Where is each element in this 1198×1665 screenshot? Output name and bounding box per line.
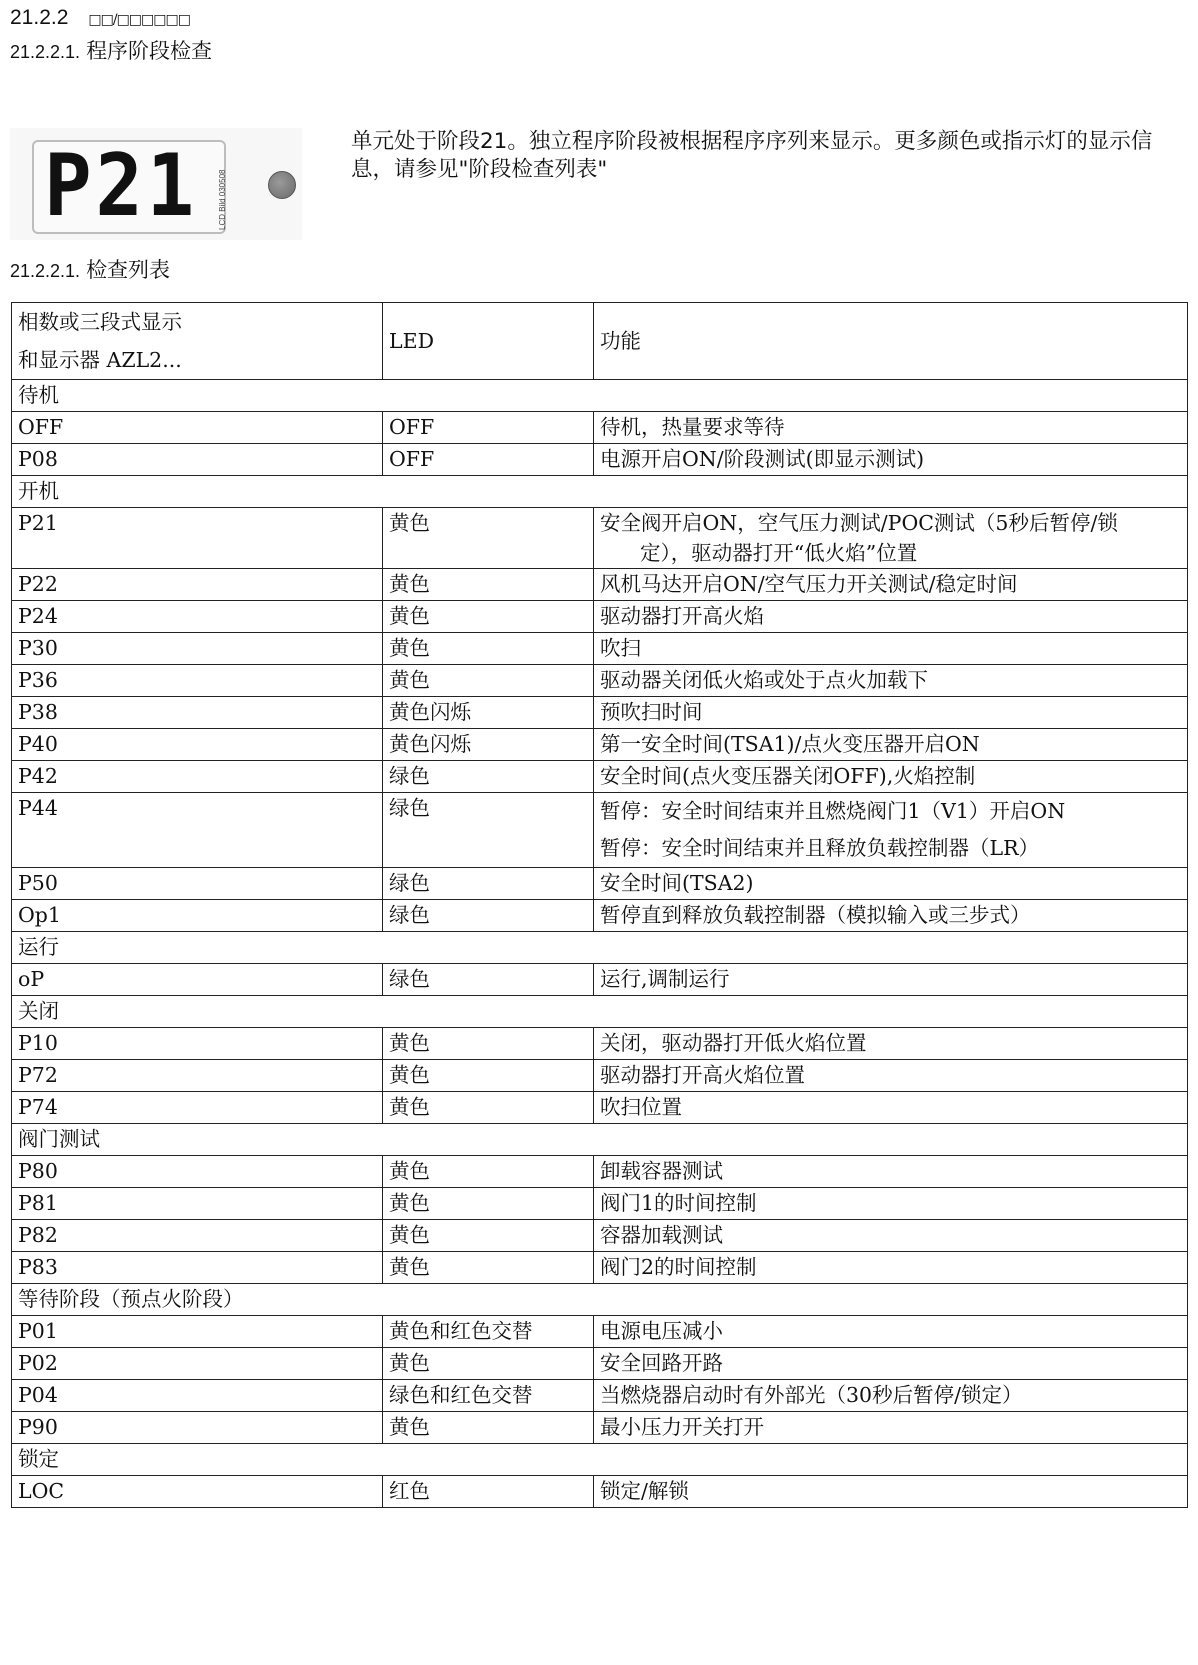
- phase-code: Op1: [12, 900, 383, 932]
- function-text: [594, 1316, 1188, 1348]
- function-text: [594, 1476, 1188, 1508]
- phase-code: P42: [12, 761, 383, 793]
- phase-code: P40: [12, 729, 383, 761]
- led-color: 黄色: [383, 1348, 594, 1380]
- phase-code: P90: [12, 1412, 383, 1444]
- group-label: 阀门测试: [12, 1124, 1188, 1156]
- phase-code: P01: [12, 1316, 383, 1348]
- led-color: 黄色: [383, 1028, 594, 1060]
- function-text: [594, 1156, 1188, 1188]
- function-text: [594, 601, 1188, 633]
- led-color: 黄色: [383, 1412, 594, 1444]
- led-color: 黄色: [383, 1156, 594, 1188]
- function-text: [594, 1060, 1188, 1092]
- function-text: [594, 868, 1188, 900]
- table-row: [12, 508, 1188, 569]
- table-group-row: [12, 996, 1188, 1028]
- led-color: 黄色: [383, 569, 594, 601]
- table-row: [12, 1220, 1188, 1252]
- table-row: [12, 1412, 1188, 1444]
- led-color: 黄色闪烁: [383, 697, 594, 729]
- led-color: 黄色: [383, 601, 594, 633]
- function-line: 暂停：安全时间结束并且燃烧阀门1（V1）开启ON: [600, 799, 1066, 823]
- function-text: [594, 761, 1188, 793]
- table-group-row: [12, 932, 1188, 964]
- function-line: 卸载容器测试: [600, 1159, 723, 1183]
- table-row: [12, 444, 1188, 476]
- phase-code: P44: [12, 793, 383, 868]
- led-color: 黄色: [383, 1220, 594, 1252]
- table-group-row: [12, 1284, 1188, 1316]
- function-text: [594, 729, 1188, 761]
- table-row: [12, 697, 1188, 729]
- function-line: 驱动器打开高火焰位置: [600, 1063, 805, 1087]
- function-line: 阀门1的时间控制: [600, 1191, 757, 1215]
- function-text: [594, 1092, 1188, 1124]
- function-text: [594, 964, 1188, 996]
- function-text: [594, 1028, 1188, 1060]
- function-text: [594, 900, 1188, 932]
- function-line: 吹扫位置: [600, 1095, 682, 1119]
- function-line: 安全阀开启ON，空气压力测试/POC测试（5秒后暂停/锁: [600, 511, 1118, 535]
- function-text: [594, 793, 1188, 868]
- function-line: 第一安全时间(TSA1)/点火变压器开启ON: [600, 732, 980, 756]
- function-line: 容器加载测试: [600, 1223, 723, 1247]
- section-heading-21-2-2: [10, 6, 190, 30]
- section-number: 21.2.2: [10, 6, 69, 29]
- function-text: [594, 508, 1188, 569]
- function-text: [594, 633, 1188, 665]
- subsection-number: 21.2.2.1.: [10, 42, 81, 62]
- function-line: 运行,调制运行: [600, 967, 730, 991]
- led-color: 黄色: [383, 508, 594, 569]
- function-text: [594, 1220, 1188, 1252]
- led-color: 绿色: [383, 761, 594, 793]
- function-line: 阀门2的时间控制: [600, 1255, 757, 1279]
- function-line: 电源电压减小: [600, 1319, 723, 1343]
- led-color: 绿色: [383, 900, 594, 932]
- table-row: [12, 1476, 1188, 1508]
- function-line: 安全时间(TSA2): [600, 871, 754, 895]
- table-row: [12, 1252, 1188, 1284]
- table-row: [12, 1188, 1188, 1220]
- table-row: [12, 601, 1188, 633]
- header-phase-display: 相数或三段式显示 和显示器 AZL2...: [12, 303, 383, 380]
- function-text: [594, 665, 1188, 697]
- led-color: 黄色: [383, 1188, 594, 1220]
- function-line: 当燃烧器启动时有外部光（30秒后暂停/锁定）: [600, 1383, 1023, 1407]
- subsection-number: 21.2.2.1.: [10, 261, 81, 281]
- led-color: 绿色: [383, 793, 594, 868]
- function-text: [594, 412, 1188, 444]
- function-line: 最小压力开关打开: [600, 1415, 764, 1439]
- subsection-heading-check-list: [10, 254, 170, 284]
- function-line: 锁定/解锁: [600, 1479, 689, 1503]
- table-row: [12, 1092, 1188, 1124]
- phase-code: P02: [12, 1348, 383, 1380]
- function-line: 电源开启ON/阶段测试(即显示测试): [600, 447, 925, 471]
- phase-code: P81: [12, 1188, 383, 1220]
- led-color: 绿色: [383, 868, 594, 900]
- phase-code: P04: [12, 1380, 383, 1412]
- table-group-row: [12, 1444, 1188, 1476]
- subsection-heading-program-phase: [10, 35, 212, 65]
- led-color: 黄色: [383, 633, 594, 665]
- led-color: 黄色闪烁: [383, 729, 594, 761]
- table-row: [12, 793, 1188, 868]
- table-row: [12, 1348, 1188, 1380]
- function-text: [594, 1380, 1188, 1412]
- table-header-row: [12, 303, 1188, 380]
- table-body: [12, 303, 1188, 1508]
- table-group-row: [12, 1124, 1188, 1156]
- function-line: 吹扫: [600, 636, 641, 660]
- table-group-row: [12, 380, 1188, 412]
- group-label: 关闭: [12, 996, 1188, 1028]
- table-row: [12, 761, 1188, 793]
- phase-code: P82: [12, 1220, 383, 1252]
- led-color: 绿色: [383, 964, 594, 996]
- table-row: [12, 1060, 1188, 1092]
- phase-code: P50: [12, 868, 383, 900]
- function-text: [594, 444, 1188, 476]
- function-line: 待机，热量要求等待: [600, 415, 785, 439]
- function-line: 暂停直到释放负载控制器（模拟输入或三步式）: [600, 903, 1031, 927]
- led-color: OFF: [383, 412, 594, 444]
- lcd-panel: [32, 136, 226, 236]
- table-row: [12, 729, 1188, 761]
- group-label: 运行: [12, 932, 1188, 964]
- phase-code: P30: [12, 633, 383, 665]
- subsection-title: 检查列表: [86, 258, 171, 282]
- phase-code: LOC: [12, 1476, 383, 1508]
- phase-code: P08: [12, 444, 383, 476]
- function-text: [594, 1412, 1188, 1444]
- table-row: [12, 868, 1188, 900]
- led-color: 绿色和红色交替: [383, 1380, 594, 1412]
- lcd-display-image: [10, 128, 302, 240]
- table-row: [12, 1380, 1188, 1412]
- table-row: [12, 1028, 1188, 1060]
- table-row: [12, 412, 1188, 444]
- phase-code: P80: [12, 1156, 383, 1188]
- led-color: OFF: [383, 444, 594, 476]
- led-indicator-icon: [268, 171, 296, 199]
- phase-code: P21: [12, 508, 383, 569]
- led-color: 红色: [383, 1476, 594, 1508]
- table-group-row: [12, 476, 1188, 508]
- function-text: [594, 1252, 1188, 1284]
- phase-check-table: [11, 302, 1188, 1508]
- table-row: [12, 900, 1188, 932]
- function-line-2: 暂停：安全时间结束并且释放负载控制器（LR）: [600, 836, 1040, 860]
- led-color: 黄色: [383, 1092, 594, 1124]
- intro-paragraph: 单元处于阶段21。独立程序阶段被根据程序序列来显示。更多颜色或指示灯的显示信息，请参见"阶段检查列表": [351, 129, 1153, 182]
- header-function: 功能: [594, 303, 1188, 380]
- led-color: 黄色: [383, 665, 594, 697]
- phase-code: P24: [12, 601, 383, 633]
- group-label: 锁定: [12, 1444, 1188, 1476]
- table-row: [12, 569, 1188, 601]
- function-text: [594, 697, 1188, 729]
- table-row: [12, 633, 1188, 665]
- function-text: [594, 569, 1188, 601]
- function-line: 安全回路开路: [600, 1351, 723, 1375]
- group-label: 开机: [12, 476, 1188, 508]
- phase-code: P72: [12, 1060, 383, 1092]
- phase-code: P22: [12, 569, 383, 601]
- phase-code: P38: [12, 697, 383, 729]
- phase-code: P83: [12, 1252, 383, 1284]
- led-color: 黄色: [383, 1252, 594, 1284]
- table-row: [12, 964, 1188, 996]
- function-line: 关闭，驱动器打开低火焰位置: [600, 1031, 867, 1055]
- table-row: [12, 1316, 1188, 1348]
- table-row: [12, 1156, 1188, 1188]
- section-title: □□/□□□□□□: [88, 12, 190, 28]
- group-label: 待机: [12, 380, 1188, 412]
- function-line: 安全时间(点火变压器关闭OFF),火焰控制: [600, 764, 976, 788]
- led-color: 黄色和红色交替: [383, 1316, 594, 1348]
- function-line: 驱动器关闭低火焰或处于点火加载下: [600, 668, 928, 692]
- phase-code: oP: [12, 964, 383, 996]
- subsection-title: 程序阶段检查: [86, 39, 213, 63]
- function-line: 风机马达开启ON/空气压力开关测试/稳定时间: [600, 572, 1018, 596]
- function-text: [594, 1188, 1188, 1220]
- phase-code: P74: [12, 1092, 383, 1124]
- phase-code: P36: [12, 665, 383, 697]
- header-led: LED: [383, 303, 594, 380]
- function-line: 预吹扫时间: [600, 700, 703, 724]
- led-color: 黄色: [383, 1060, 594, 1092]
- table-row: [12, 665, 1188, 697]
- phase-code: P10: [12, 1028, 383, 1060]
- function-line-2: 定），驱动器打开“低火焰”位置: [640, 541, 918, 565]
- lcd-caption: LCD Bild 030508: [218, 169, 227, 230]
- function-line: 驱动器打开高火焰: [600, 604, 764, 628]
- group-label: 等待阶段（预点火阶段）: [12, 1284, 1188, 1316]
- phase-code: OFF: [12, 412, 383, 444]
- lcd-readout: P21: [44, 136, 198, 236]
- function-text: [594, 1348, 1188, 1380]
